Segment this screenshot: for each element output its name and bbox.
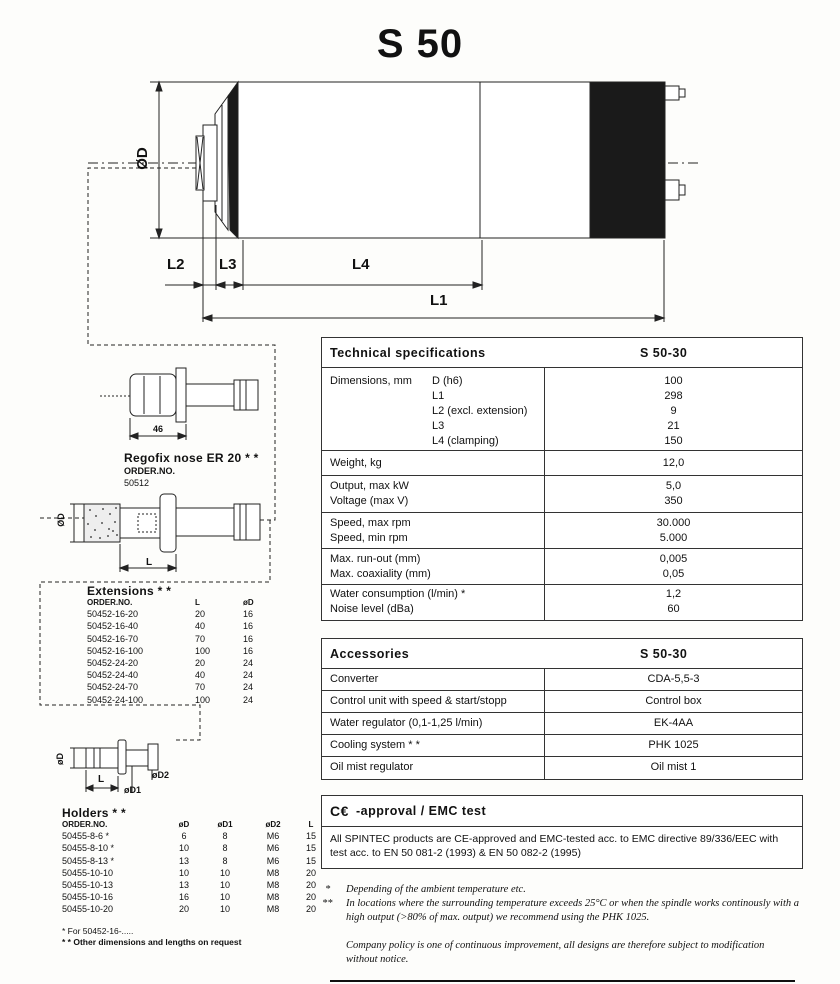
table-row <box>87 694 254 706</box>
accessories-header <box>322 639 802 669</box>
ce-title: -approval / EMC test <box>356 804 487 818</box>
dim-l4-label: L4 <box>352 256 370 273</box>
spec-dim-value: 9 <box>670 405 677 417</box>
ext-cell: 100 <box>195 694 211 705</box>
extensions-table <box>87 596 254 706</box>
holder-cell: 15 <box>305 831 316 842</box>
ext-cell: 50452-16-20 <box>87 609 139 620</box>
spec-speed-max-label: Speed, max rpm <box>330 517 411 529</box>
footnote-marker: * <box>325 884 331 895</box>
holder-cell: 6 <box>181 831 187 842</box>
holder-header: øD1 <box>217 819 233 829</box>
spec-row-weight <box>322 451 802 476</box>
holder-cell: M6 <box>266 831 280 842</box>
ext-cell: 70 <box>195 682 206 693</box>
ext-header: øD <box>243 597 254 607</box>
footnote-1: Depending of the ambient temperature etc. <box>346 884 526 895</box>
holder-cell: 20 <box>305 867 316 878</box>
table-row <box>87 669 254 681</box>
extensions-title: Extensions * * <box>87 584 172 598</box>
ce-approval-box <box>321 795 803 869</box>
ext-cell: 50452-16-70 <box>87 633 139 644</box>
holder-cell: 20 <box>305 904 316 915</box>
holder-cell: 20 <box>305 892 316 903</box>
dim-l1-label: L1 <box>430 292 448 309</box>
holder-cell: 50455-10-10 <box>62 867 114 878</box>
spec-voltage-label: Voltage (max V) <box>330 495 409 507</box>
table-row <box>87 681 254 693</box>
holder-cell: 10 <box>178 843 189 854</box>
spec-weight-label: Weight, kg <box>330 457 382 469</box>
holder-cell: 10 <box>219 880 230 891</box>
table-row <box>87 620 254 632</box>
table-row <box>62 830 324 842</box>
accessories-title: Accessories <box>330 647 410 661</box>
dim-d-label: ØD <box>133 147 151 170</box>
spec-dim-param: L1 <box>432 390 445 402</box>
holder-header: ORDER.NO. <box>62 819 108 829</box>
acc-label: Oil mist regulator <box>330 761 414 773</box>
page-title: S 50 <box>376 22 464 66</box>
ext-header: L <box>195 597 200 607</box>
ext-cell: 50452-24-40 <box>87 670 139 681</box>
table-row <box>87 633 254 645</box>
holder-cell: 50455-8-6 * <box>62 831 110 842</box>
holder-cell: 50455-8-10 * <box>62 843 115 854</box>
holder-od-label: øD <box>55 753 65 765</box>
holder-cell: M6 <box>266 843 280 854</box>
spec-dim-param: D (h6) <box>432 375 463 387</box>
regofix-order-label: ORDER.NO. <box>124 466 176 476</box>
acc-row <box>322 757 802 778</box>
acc-value: PHK 1025 <box>648 739 699 751</box>
holder-l-label: L <box>98 774 105 785</box>
ext-od-label: ØD <box>55 513 66 527</box>
spec-runout-label: Max. run-out (mm) <box>330 553 421 565</box>
spec-row-output <box>322 476 802 513</box>
holder-header: øD <box>178 819 190 829</box>
ext-cell: 24 <box>243 670 254 681</box>
regofix-order: 50512 <box>124 478 150 488</box>
holder-cell: 8 <box>222 843 228 854</box>
table-row <box>87 608 254 620</box>
ext-cell: 20 <box>195 658 206 669</box>
table-row <box>62 879 324 891</box>
ext-cell: 24 <box>243 682 254 693</box>
holder-header: øD2 <box>265 819 281 829</box>
acc-row <box>322 669 802 691</box>
spec-runout-value: 0,005 <box>659 553 688 565</box>
dim-l2-label: L2 <box>167 256 185 273</box>
ce-header <box>322 796 802 827</box>
acc-row <box>322 713 802 735</box>
spec-output-label: Output, max kW <box>330 480 409 492</box>
bottom-rule <box>330 980 795 982</box>
holder-cell: M8 <box>266 867 280 878</box>
ext-cell: 50452-16-40 <box>87 621 139 632</box>
spec-noise-label: Noise level (dBa) <box>330 603 414 615</box>
footnote-3: Company policy is one of continuous improvement, all designs are therefore subject to modification without notice. <box>346 940 765 965</box>
acc-label: Cooling system * * <box>330 739 420 751</box>
holder-cell: 8 <box>222 831 228 842</box>
spec-dim-value: 150 <box>664 435 683 447</box>
holder-od1-label: øD1 <box>124 785 142 795</box>
tech-spec-table <box>321 337 803 621</box>
spec-coax-value: 0,05 <box>662 568 685 580</box>
spec-dim-value: 298 <box>664 390 683 402</box>
acc-label: Control unit with speed & start/stopp <box>330 695 507 707</box>
holder-cell: 50455-10-20 <box>62 904 114 915</box>
spec-voltage-value: 350 <box>664 495 683 507</box>
spec-water-value: 1,2 <box>665 588 682 600</box>
holders-table <box>62 818 324 916</box>
ext-cell: 24 <box>243 658 254 669</box>
holder-cell: 50455-10-13 <box>62 880 114 891</box>
ext-cell: 50452-16-100 <box>87 645 144 656</box>
acc-value: Control box <box>645 695 702 707</box>
ext-l-label: L <box>146 557 153 568</box>
spec-row-water <box>322 585 802 619</box>
holder-cell: 15 <box>305 855 316 866</box>
ext-cell: 40 <box>195 621 206 632</box>
table-row <box>62 891 324 903</box>
table-row <box>62 842 324 854</box>
acc-value: EK-4AA <box>653 717 694 729</box>
table-row <box>62 867 324 879</box>
spec-row-speed <box>322 513 802 549</box>
ext-cell: 100 <box>195 645 211 656</box>
ce-text: All SPINTEC products are CE-approved and EMC-tested acc. to EMC directive 89/336/EEC with test acc. to EN 50 081-2 (1993) & EN 50 082-2 (1995) <box>330 833 779 859</box>
ext-header: ORDER.NO. <box>87 597 133 607</box>
holder-cell: 16 <box>178 892 189 903</box>
holder-cell: 8 <box>222 855 228 866</box>
table-row <box>62 855 324 867</box>
holder-cell: 13 <box>178 855 189 866</box>
holder-cell: 50455-8-13 * <box>62 855 115 866</box>
holder-cell: 20 <box>305 880 316 891</box>
holder-cell: 10 <box>219 867 230 878</box>
holder-cell: M8 <box>266 904 280 915</box>
spec-speed-max-value: 30.000 <box>656 517 691 529</box>
ext-cell: 50452-24-20 <box>87 658 139 669</box>
regofix-title: Regofix nose ER 20 * * <box>124 451 259 465</box>
tech-spec-title: Technical specifications <box>330 346 486 360</box>
ext-cell: 16 <box>243 633 254 644</box>
spec-water-label: Water consumption (l/min) * <box>330 588 466 600</box>
ext-cell: 16 <box>243 609 254 620</box>
ext-cell: 40 <box>195 670 206 681</box>
ext-cell: 16 <box>243 645 254 656</box>
dim-l3-label: L3 <box>219 256 237 273</box>
table-row <box>87 657 254 669</box>
accessories-model: S 50-30 <box>640 647 688 661</box>
spec-speed-min-label: Speed, min rpm <box>330 532 408 544</box>
acc-label: Water regulator (0,1-1,25 l/min) <box>330 717 483 729</box>
spec-dim-param: L4 (clamping) <box>432 435 499 447</box>
spec-row-dimensions <box>322 368 802 451</box>
holder-cell: 50455-10-16 <box>62 892 114 903</box>
acc-label: Converter <box>330 673 379 685</box>
spec-dim-value: 100 <box>664 375 683 387</box>
holder-header: L <box>308 819 314 829</box>
table-row <box>87 645 254 657</box>
ce-mark-icon: C€ <box>330 803 349 819</box>
spec-noise-value: 60 <box>667 603 680 615</box>
spec-dim-param: L3 <box>432 420 445 432</box>
ext-cell: 20 <box>195 609 206 620</box>
holder-cell: M8 <box>266 892 280 903</box>
spec-output-value: 5,0 <box>665 480 682 492</box>
acc-row <box>322 735 802 757</box>
regofix-dim: 46 <box>153 424 164 434</box>
holders-title: Holders * * <box>62 806 126 820</box>
ext-cell: 24 <box>243 694 254 705</box>
spec-coax-label: Max. coaxiality (mm) <box>330 568 431 580</box>
acc-value: CDA-5,5-3 <box>647 673 700 685</box>
spec-weight-value: 12,0 <box>662 457 685 469</box>
spec-speed-min-value: 5.000 <box>659 532 688 544</box>
holder-cell: 13 <box>178 880 189 891</box>
footnote-marker: ** <box>322 898 333 909</box>
accessories-table <box>321 638 803 780</box>
holder-cell: 10 <box>178 867 189 878</box>
holder-cell: 10 <box>219 904 230 915</box>
holders-note-2: * * Other dimensions and lengths on request <box>62 937 242 947</box>
spec-dim-label: Dimensions, mm <box>330 375 412 387</box>
acc-row <box>322 691 802 713</box>
ext-cell: 70 <box>195 633 206 644</box>
ext-cell: 16 <box>243 621 254 632</box>
holder-cell: 15 <box>305 843 316 854</box>
holders-note-1: * For 50452-16-..... <box>62 926 134 936</box>
holder-cell: M8 <box>266 880 280 891</box>
acc-value: Oil mist 1 <box>650 761 697 773</box>
holder-cell: M6 <box>266 855 280 866</box>
holder-od2-label: øD2 <box>152 770 170 780</box>
spec-dim-param: L2 (excl. extension) <box>432 405 528 417</box>
holder-cell: 20 <box>178 904 189 915</box>
spec-dim-value: 21 <box>667 420 680 432</box>
ext-cell: 50452-24-70 <box>87 682 139 693</box>
footnote-2: In locations where the surrounding temperature exceeds 25°C or when the spindle works continously with a high output (>80% of max. output) we recommend using the PHK 1025. <box>346 898 800 923</box>
spec-row-runout <box>322 549 802 585</box>
holder-cell: 10 <box>219 892 230 903</box>
tech-spec-header <box>322 338 802 368</box>
tech-spec-model: S 50-30 <box>640 346 688 360</box>
ext-cell: 50452-24-100 <box>87 694 144 705</box>
table-row <box>62 903 324 915</box>
